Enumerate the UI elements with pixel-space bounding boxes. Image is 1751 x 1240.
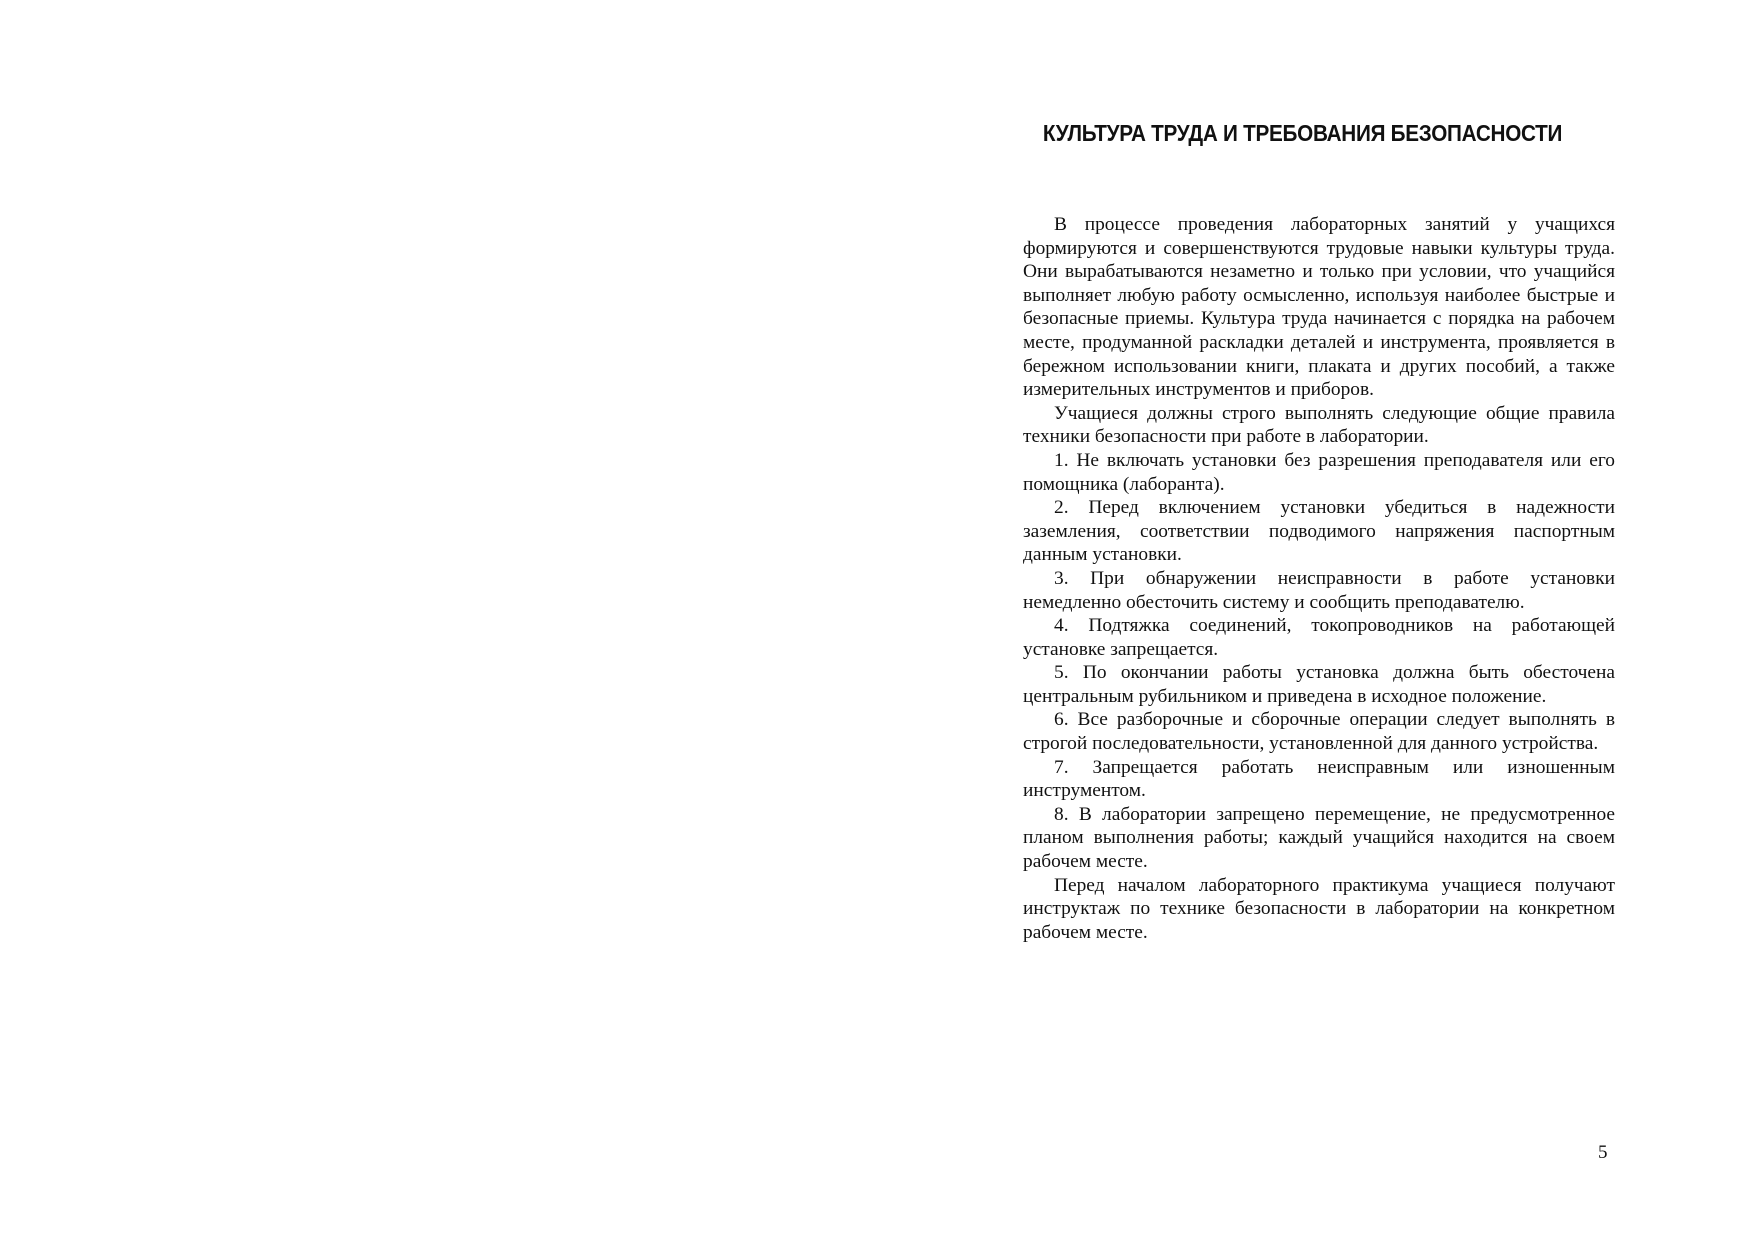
rule-item-7: 7. Запрещается работать неисправным или изношенным инструментом. xyxy=(1023,756,1615,802)
rule-item-2: 2. Перед включением установки убедиться в надежности заземления, соответствии подводимого напряжения паспортным данным установки. xyxy=(1023,497,1615,566)
left-page-blank xyxy=(0,0,875,1240)
paragraph-intro: В процессе проведения лабораторных занятий у учащихся формируются и совершенствуются трудовые навыки культуры труда. Они вырабатываются незаметно и только при условии, что учащийся выполняет любую работу осмысленно, используя наиболее быстрые и безопасные приемы. Культура труда начинается с порядка на рабочем месте, продуманной раскладки деталей и инструмента, проявляется в бережном использовании книги, плаката и других пособий, а также измерительных инструментов и приборов. xyxy=(1023,214,1615,401)
rule-item-5: 5. По окончании работы установка должна быть обесточена центральным рубильником и приведена в исходное положение. xyxy=(1023,662,1615,707)
rule-item-4: 4. Подтяжка соединений, токопроводников на работающей установке запрещается. xyxy=(1023,615,1615,660)
rule-item-1: 1. Не включать установки без разрешения преподавателя или его помощника (лаборанта). xyxy=(1023,449,1615,495)
rule-item-8: 8. В лаборатории запрещено перемещение, не предусмотренное планом выполнения работы; каждый учащийся находится на своем рабочем месте. xyxy=(1023,803,1615,873)
rule-item-3: 3. При обнаружении неисправности в работе установки немедленно обесточить систему и сообщить преподавателю. xyxy=(1023,567,1615,613)
paragraph-rules-lead: Учащиеся должны строго выполнять следующие общие правила техники безопасности при работе в лаборатории. xyxy=(1023,402,1615,448)
rule-item-6: 6. Все разборочные и сборочные операции следует выполнять в строгой последовательности, установленной для данного устройства. xyxy=(1023,709,1615,755)
paragraph-closing: Перед началом лабораторного практикума учащиеся получают инструктаж по технике безопасности в лаборатории на конкретном рабочем месте. xyxy=(1023,874,1615,943)
body-text xyxy=(1023,213,1615,944)
page-number: 5 xyxy=(1598,1142,1608,1163)
page-title: КУЛЬТУРА ТРУДА И ТРЕБОВАНИЯ БЕЗОПАСНОСТИ xyxy=(1042,120,1563,146)
